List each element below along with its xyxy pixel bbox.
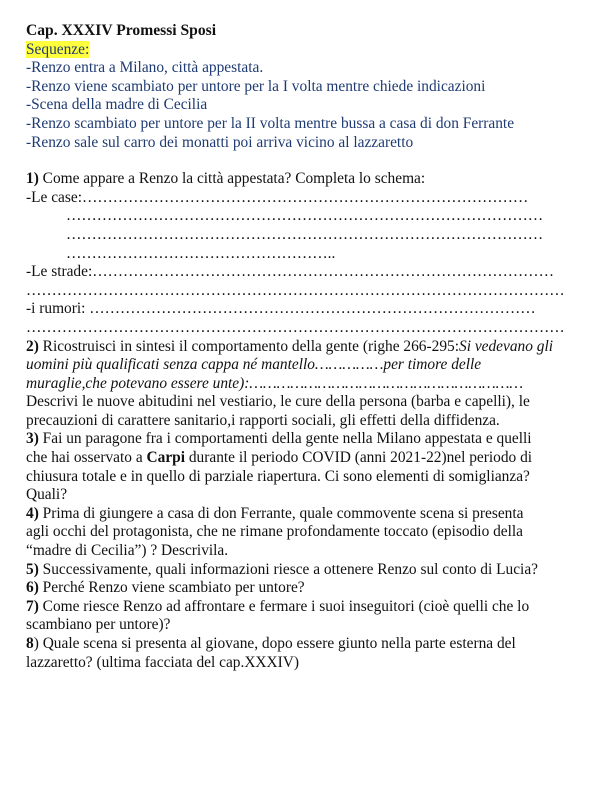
strade-label: -Le strade:	[26, 263, 93, 281]
question-5-text: Successivamente, quali informazioni riesce a ottenere Renzo sul conto di Lucia?	[38, 560, 538, 578]
case-answer-line[interactable]: …………………………………………………………………………………	[66, 225, 544, 243]
question-2-line	[26, 338, 578, 357]
question-8-line: lazzaretto? (ultima facciata del cap.XXXIV)	[26, 653, 300, 671]
strade-answer-line[interactable]: ………………………………………………………………………………	[92, 263, 554, 281]
question-6-text: Perché Renzo viene scambiato per untore?	[38, 579, 305, 597]
sequence-item: -Renzo entra a Milano, città appestata.	[26, 59, 264, 77]
question-7-line: scambiano per untore)?	[26, 616, 171, 634]
question-3-text: che hai osservato a	[26, 449, 147, 467]
strade-answer-line[interactable]: ……………………………………………………………………………………………	[26, 281, 565, 299]
question-5-number: 5)	[26, 560, 39, 578]
question-8	[26, 635, 578, 672]
question-4-text: Prima di giungere a casa di don Ferrante, quale commovente scena si presenta	[38, 504, 524, 522]
question-6-line	[26, 579, 578, 598]
sequences-list	[26, 59, 578, 152]
question-2	[26, 338, 578, 431]
question-3-text: Fai un paragone fra i comportamenti della gente nella Milano appestata e quelli	[38, 430, 532, 448]
sequences-label: Sequenze:	[26, 40, 90, 58]
question-3-line	[26, 449, 578, 468]
question-1-number: 1)	[26, 170, 39, 188]
question-3-number: 3)	[26, 430, 39, 448]
question-2-line: precauzioni di carattere sanitario,i rapporti sociali, gli effetti della diffidenza.	[26, 411, 500, 429]
case-answer-line[interactable]: ……………………………………………..	[66, 244, 336, 262]
question-2-line	[26, 356, 578, 375]
question-7-text: Come riesce Renzo ad affrontare e fermare i suoi inseguitori (cioè quelli che lo	[38, 597, 530, 615]
question-7	[26, 598, 578, 635]
case-answer-line[interactable]: …………………………………………………………………………………	[66, 207, 544, 225]
question-7-line	[26, 598, 578, 617]
rumori-answer-line[interactable]: ……………………………………………………………………………	[89, 300, 536, 318]
carpi-emphasis: Carpi	[146, 449, 185, 467]
question-2-quote: Si vedevano gli	[459, 337, 554, 355]
rumori-label: -i rumori:	[26, 300, 90, 318]
question-3	[26, 430, 578, 504]
question-8-paren: )	[33, 635, 39, 652]
question-3-line: chiusura totale e in quello di parziale riapertura. Ci sono elementi di somiglianza?	[26, 467, 530, 485]
question-8-number: 8	[26, 635, 34, 652]
question-4-line: “madre di Cecilia”) ? Descrivila.	[26, 542, 229, 560]
sequence-item: -Scena della madre di Cecilia	[26, 96, 208, 114]
question-2-answer-line[interactable]: ……………………………………………………	[249, 374, 524, 392]
question-2-quote: uomini più qualificati senza cappa né mantello……………per timore delle	[26, 356, 482, 374]
case-row	[26, 189, 578, 208]
sequence-item: -Renzo scambiato per untore per la II volta mentre bussa a casa di don Ferrante	[26, 114, 515, 132]
sequence-item: -Renzo sale sul carro dei monatti poi arriva vicino al lazzaretto	[26, 133, 414, 151]
question-2-quote: muraglie,che potevano essere unte):	[26, 374, 250, 392]
rumori-row	[26, 300, 578, 319]
question-3-line: Quali?	[26, 486, 68, 504]
question-4-number: 4)	[26, 504, 39, 522]
question-6	[26, 579, 578, 598]
question-1-prompt	[26, 170, 578, 189]
strade-row	[26, 263, 578, 282]
question-2-line	[26, 375, 578, 394]
sequence-item: -Renzo viene scambiato per untore per la I volta mentre chiede indicazioni	[26, 77, 486, 95]
question-5	[26, 561, 578, 580]
question-3-text: durante il periodo COVID (anni 2021-22)nel periodo di	[185, 449, 533, 467]
rumori-answer-line[interactable]: ……………………………………………………………………………………………	[26, 318, 565, 336]
page-title: Cap. XXXIV Promessi Sposi	[26, 22, 217, 39]
question-7-number: 7)	[26, 597, 39, 615]
question-2-line: Descrivi le nuove abitudini nel vestiario, le cure della persona (barba e capelli), le	[26, 393, 530, 411]
question-8-line	[26, 635, 578, 654]
question-4-line	[26, 505, 578, 524]
question-2-number: 2)	[26, 337, 39, 355]
question-3-line	[26, 430, 578, 449]
question-4	[26, 505, 578, 561]
case-answer-line[interactable]: ……………………………………………………………………………	[81, 188, 529, 206]
case-label: -Le case:	[26, 188, 82, 206]
question-8-text: Quale scena si presenta al giovane, dopo essere giunto nella parte esterna del	[38, 635, 516, 652]
question-2-text: Ricostruisci in sintesi il comportamento della gente (righe 266-295:	[38, 337, 459, 355]
spacer	[26, 152, 578, 170]
sequences-heading	[26, 41, 578, 60]
question-6-number: 6)	[26, 579, 39, 597]
question-1	[26, 170, 578, 337]
question-5-line	[26, 561, 578, 580]
worksheet-page	[26, 22, 578, 672]
question-1-text: Come appare a Renzo la città appestata? Completa lo schema:	[38, 170, 426, 188]
question-4-line: agli occhi del protagonista, che ne rimane profondamente toccato (episodio della	[26, 523, 524, 541]
